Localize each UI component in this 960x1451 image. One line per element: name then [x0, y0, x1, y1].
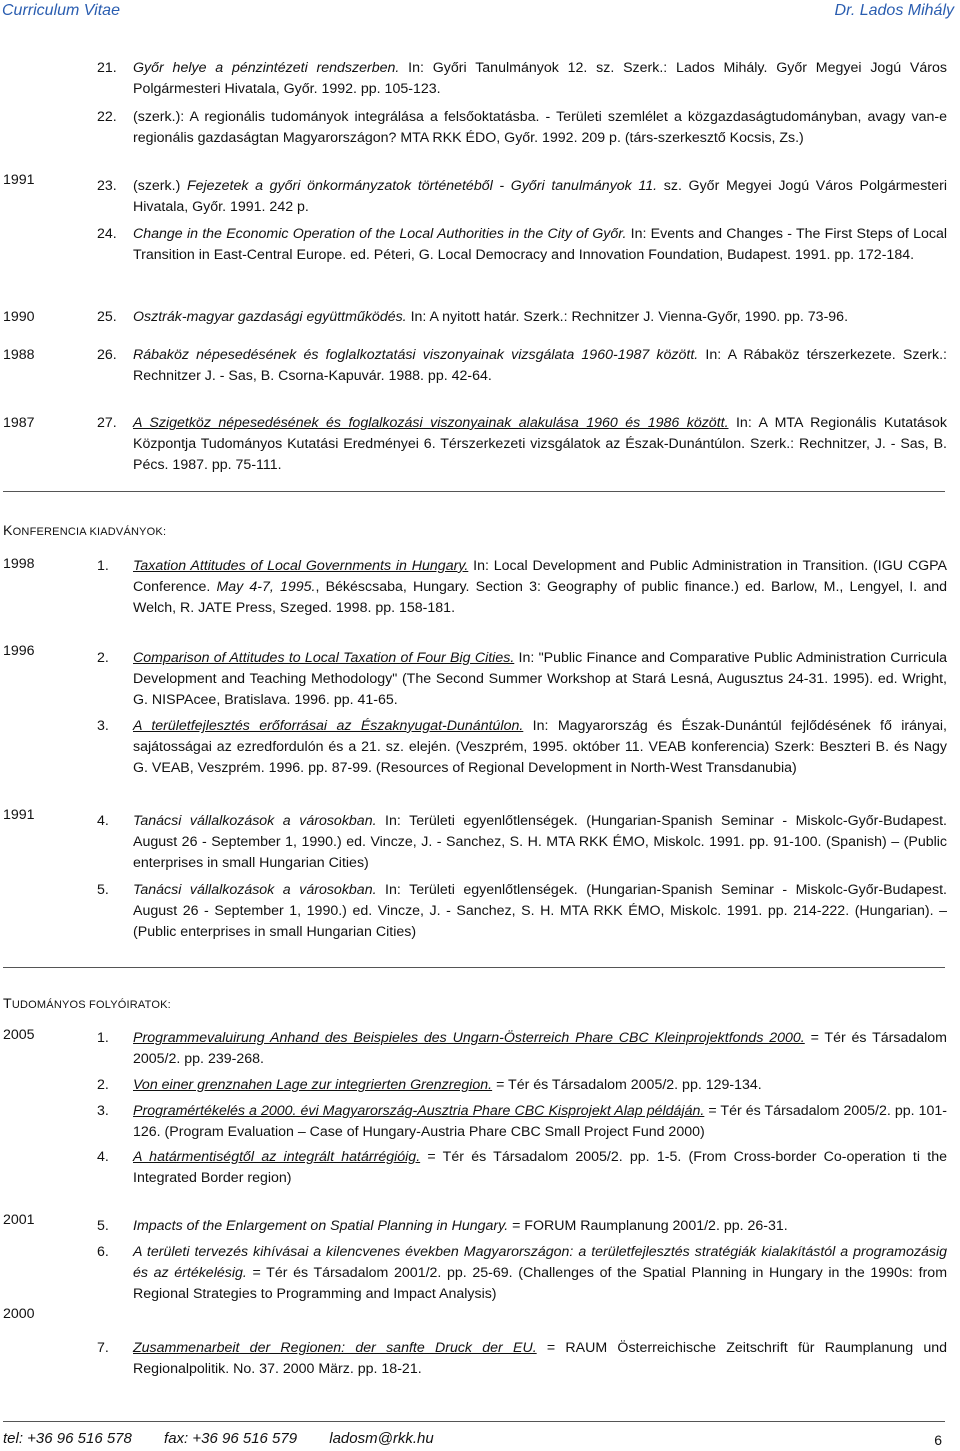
entry-number: 26.: [97, 347, 117, 363]
entry-title: Change in the Economic Operation of the Local Authorities in the City of Győr.: [133, 226, 627, 242]
entry-details: In: Győri Tanulmányok 12. sz. Szerk.: Lados Mihály. Győr Megyei Jogú Város Polgármesteri Hivatala, Győr. 1992. pp. 105-123.: [133, 60, 947, 97]
year-label: 2005: [3, 1027, 35, 1043]
entry-title: A területfejlesztés erőforrásai az Északnyugat-Dunántúlon.: [133, 718, 524, 734]
entry-details: In: Területi egyenlőtlenségek. (Hungarian-Spanish Seminar - Miskolc-Győr-Budapest. August 26 - September 1, 1990.) ed. Vincze, J. - Sanchez, S. H. MTA RKK ÉMO, Miskolc. 1991. pp. 214-222. (Hungarian). – (Public enterprises in small Hungarian Cities): [133, 882, 947, 940]
year-label: 1990: [3, 309, 35, 325]
entry-title: Impacts of the Enlargement on Spatial Planning in Hungary.: [133, 1218, 509, 1234]
publication-26: [97, 345, 947, 387]
footer-divider: [3, 1421, 945, 1422]
entry-number: 7.: [97, 1340, 109, 1356]
entry-title: Zusammenarbeit der Regionen: der sanfte Druck der EU.: [133, 1340, 537, 1356]
entry-details: In: Local Development and Public Administration in Transition. (IGU CGPA Conference.: [133, 558, 947, 595]
header-title: Curriculum Vitae: [2, 2, 120, 19]
entry-details: (szerk.): A regionális tudományok integrálása a felsőoktatásba. - Területi szemlélet a közgazdaságtudományban, avagy van-e regionális gazdaságtan Magyarországon? MTA RKK ÉDO, Győr. 1992. 209 p. (társ-szerkesztő Kocsis, Zs.): [133, 109, 947, 146]
entry-details: = Tér és Társadalom 2005/2. pp. 129-134.: [492, 1077, 762, 1093]
entry-details: , Békéscsaba, Hungary. Section 3: Geography of public finance.) ed. Barlow, M., Lengyel, I. and Welch, R. JATE Press, Szeged. 1998. pp. 158-181.: [133, 579, 947, 616]
entry-number: 4.: [97, 813, 109, 829]
publication-22: [97, 107, 947, 149]
conference-item-2: [97, 648, 947, 711]
entry-number: 6.: [97, 1244, 109, 1260]
year-label: 2001: [3, 1212, 35, 1228]
entry-details: = FORUM Raumplanung 2001/2. pp. 26-31.: [508, 1218, 788, 1234]
journal-item-5: [97, 1216, 947, 1237]
entry-details: In: A nyitott határ. Szerk.: Rechnitzer J. Vienna-Győr, 1990. pp. 73-96.: [406, 309, 849, 325]
entry-details: = Tér és Társadalom 2005/2. pp. 101-126. (Program Evaluation – Case of Hungary-Austria Phare CBC Small Project Fund 2000): [133, 1103, 948, 1140]
entry-number: 3.: [97, 1103, 109, 1119]
journal-item-1: [97, 1028, 947, 1070]
entry-details: In: A Rábaköz térszerkezete. Szerk.: Rechnitzer J. - Sas, B. Csorna-Kapuvár. 1988. pp. 42-64.: [133, 347, 948, 384]
entry-date: May 4-7, 1995.: [216, 579, 316, 595]
entry-details: In: Magyarország és Észak-Dunántúl fejlődésének fő irányai, sajátosságai az ezredfordulón és a 21. sz. elején. (Veszprém, 1995. október 11. VEAB konferencia) Szerk: Beszteri B. és Nagy G. VEAB, Veszprém. 1996. pp. 87-99. (Resources of Regional Development in North-West Transdanubia): [133, 718, 947, 776]
entry-title: Rábaköz népesedésének és foglalkoztatási viszonyainak vizsgálata 1960-1987 között.: [133, 347, 699, 363]
entry-title: Tanácsi vállalkozások a városokban.: [133, 813, 377, 829]
entry-details: In: "Public Finance and Comparative Public Administration Curricula Development and Teaching Methodology" (The Second Summer Workshop at Stará Lesná, Augusztus 24-31. 1995). ed. Wright, G. NISPAcee, Bratislava. 1996. pp. 41-65.: [133, 650, 947, 708]
entry-details: = Tér és Társadalom 2005/2. pp. 1-5. (From Cross-border Co-operation ti the Integrated Border region): [133, 1149, 947, 1186]
year-label: 1987: [3, 415, 35, 431]
entry-title: A területi tervezés kihívásai a kilencvenes években Magyarországon: a területfejlesztés stratégiák kialakítástól a programozásig és az értékelésig.: [133, 1244, 947, 1281]
year-label: 1998: [3, 556, 35, 572]
entry-number: 4.: [97, 1149, 109, 1165]
entry-number: 5.: [97, 882, 109, 898]
year-label: 1988: [3, 347, 35, 363]
section-divider: [3, 967, 945, 968]
journal-item-3: [97, 1101, 947, 1143]
entry-number: 2.: [97, 1077, 109, 1093]
entry-details: In: A MTA Regionális Kutatások Központja Tudományos Kutatási Eredményei 6. Térszerkezeti vizsgálatok az Észak-Dunántúlon. Szerk.: Rechnitzer, J. - Sas, B. Pécs. 1987. pp. 75-111.: [133, 415, 947, 473]
entry-title: Programmevaluirung Anhand des Beispieles des Ungarn-Österreich Phare CBC Kleinprojektfonds 2000.: [133, 1030, 805, 1046]
conference-item-4: [97, 811, 947, 874]
footer-fax: fax: +36 96 516 579: [164, 1430, 298, 1447]
entry-title: Von einer grenznahen Lage zur integrierten Grenzregion.: [133, 1077, 493, 1093]
section-divider: [3, 491, 945, 492]
entry-number: 1.: [97, 558, 109, 574]
publication-27: [97, 413, 947, 476]
footer-phone: tel: +36 96 516 578: [3, 1430, 132, 1447]
footer-email: ladosm@rkk.hu: [329, 1430, 434, 1447]
entry-prefix: (szerk.): [133, 178, 187, 194]
year-label: 1991: [3, 807, 35, 823]
section-heading-conference: KONFERENCIA KIADVÁNYOK:: [3, 523, 167, 539]
entry-number: 1.: [97, 1030, 109, 1046]
year-label: 1991: [3, 172, 35, 188]
journal-item-4: [97, 1147, 947, 1189]
footer-contact: [3, 1428, 462, 1449]
publication-24: [97, 224, 947, 266]
entry-number: 22.: [97, 109, 117, 125]
entry-number: 2.: [97, 650, 109, 666]
entry-title: Győr helye a pénzintézeti rendszerben.: [133, 60, 400, 76]
entry-details: sz. Győr Megyei Jogú Város Polgármesteri Hivatala, Győr. 1991. 242 p.: [133, 178, 947, 215]
entry-title: Tanácsi vállalkozások a városokban.: [133, 882, 377, 898]
entry-title: Osztrák-magyar gazdasági együttműködés.: [133, 309, 407, 325]
entry-details: = RAUM Österreichische Zeitschrift für Raumplanung und Regionalpolitik. No. 37. 2000 März. pp. 18-21.: [133, 1340, 947, 1377]
entry-details: = Tér és Társadalom 2001/2. pp. 25-69. (Challenges of the Spatial Planning in Hungary in the 1990s: from Regional Strategies to Programming and Impact Analysis): [133, 1265, 948, 1302]
journal-item-2: [97, 1075, 947, 1096]
page-number: 6: [934, 1432, 942, 1448]
publication-25: [97, 307, 947, 328]
entry-title: Fejezetek a győri önkormányzatok történetéből - Győri tanulmányok 11.: [186, 178, 658, 194]
entry-number: 23.: [97, 178, 117, 194]
conference-item-3: [97, 716, 947, 779]
year-label: 2000: [3, 1306, 35, 1322]
entry-number: 5.: [97, 1218, 109, 1234]
entry-details: = Tér és Társadalom 2005/2. pp. 239-268.: [133, 1030, 947, 1067]
entry-title: A határmentiségtől az integrált határrégióig.: [133, 1149, 421, 1165]
publication-23: [97, 176, 947, 218]
entry-title: Programértékelés a 2000. évi Magyarország-Ausztria Phare CBC Kisprojekt Alap példáján.: [133, 1103, 705, 1119]
journal-item-7: [97, 1338, 947, 1380]
conference-item-1: [97, 556, 947, 619]
year-label: 1996: [3, 643, 35, 659]
entry-number: 21.: [97, 60, 117, 76]
entry-details: In: Events and Changes - The First Steps of Local Transition in East-Central Europe. ed. Péteri, G. Local Democracy and Innovation Foundation, Budapest. 1991. pp. 172-184.: [133, 226, 948, 263]
entry-number: 25.: [97, 309, 117, 325]
entry-number: 27.: [97, 415, 117, 431]
section-heading-journals: TUDOMÁNYOS FOLYÓIRATOK:: [3, 996, 171, 1012]
publication-21: [97, 58, 947, 100]
entry-details: In: Területi egyenlőtlenségek. (Hungarian-Spanish Seminar - Miskolc-Győr-Budapest. August 26 - September 1, 1990.) ed. Vincze, J. - Sanchez, S. H. MTA RKK ÉMO, Miskolc. 1991. pp. 91-100. (Spanish) – (Public enterprises in small Hungarian Cities): [133, 813, 947, 871]
entry-title: A Szigetköz népesedésének és foglalkozási viszonyainak alakulása 1960 és 1986 között.: [133, 415, 729, 431]
entry-number: 24.: [97, 226, 117, 242]
header-author: Dr. Lados Mihály: [834, 2, 954, 19]
conference-item-5: [97, 880, 947, 943]
entry-title: Taxation Attitudes of Local Governments in Hungary.: [133, 558, 469, 574]
entry-title: Comparison of Attitudes to Local Taxation of Four Big Cities.: [133, 650, 515, 666]
entry-number: 3.: [97, 718, 109, 734]
journal-item-6: [97, 1242, 947, 1305]
